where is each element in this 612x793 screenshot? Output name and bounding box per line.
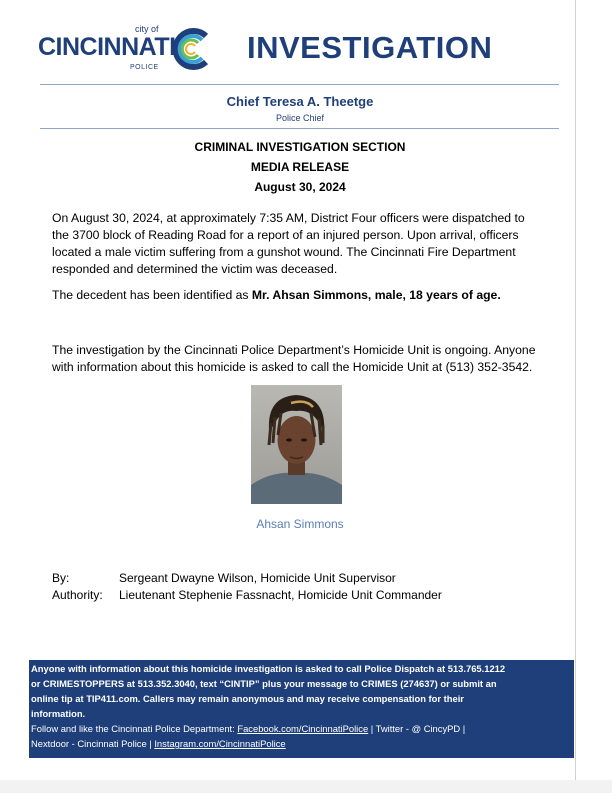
identification-lead: The decedent has been identified as: [52, 288, 252, 302]
footer-line: information.: [31, 708, 86, 719]
nextdoor-text: Nextdoor - Cincinnati Police |: [31, 738, 155, 749]
page-title: INVESTIGATION: [247, 30, 493, 65]
release-type: MEDIA RELEASE: [250, 160, 350, 174]
facebook-link[interactable]: Facebook.com/CincinnatiPolice: [237, 723, 369, 734]
chief-name: Chief Teresa A. Theetge: [226, 94, 374, 109]
footer-line: Anyone with information about this homicide investigation is asked to call Police Dispatch at 513.765.1212: [31, 663, 506, 674]
by-value: Sergeant Dwayne Wilson, Homicide Unit Supervisor: [119, 571, 396, 585]
twitter-text: | Twitter - @ CincyPD |: [368, 723, 466, 734]
victim-photo: [251, 385, 342, 504]
chief-divider: [40, 128, 559, 129]
body-line: the 3700 block of Reading Road for a report of an injured person. Upon arrival, officers: [52, 228, 519, 242]
body-line: responded and determined the victim was deceased.: [52, 262, 338, 276]
header-divider: [40, 84, 559, 85]
page-edge-bottom: [0, 780, 612, 793]
chief-title: Police Chief: [275, 113, 325, 123]
body-line: On August 30, 2024, at approximately 7:35 AM, District Four officers were dispatched to: [52, 211, 525, 225]
authority-label: Authority:: [52, 588, 103, 602]
footer-line: online tip at TIP411.com. Callers may remain anonymous and may receive compensation for their: [31, 693, 464, 704]
logo-police: POLICE: [130, 64, 159, 71]
footer-line: or CRIMESTOPPERS at 513.352.3040, text “CINTIP” plus your message to CRIMES (274637) or submit an: [31, 678, 497, 689]
follow-lead: Follow and like the Cincinnati Police Department:: [31, 723, 238, 734]
body-line: located a male victim suffering from a gunshot wound. The Cincinnati Fire Department: [52, 245, 516, 259]
body-line: with information about this homicide is asked to call the Homicide Unit at (513) 352-3542.: [52, 360, 533, 374]
social-links-line: [31, 721, 572, 736]
logo-city-of: city of: [135, 24, 159, 34]
section-heading: CRIMINAL INVESTIGATION SECTION: [194, 140, 406, 154]
victim-identity: Mr. Ahsan Simmons, male, 18 years of age.: [251, 288, 501, 302]
signature-by: [52, 570, 396, 587]
identification-paragraph: [52, 287, 572, 304]
by-label: By:: [52, 571, 70, 585]
photo-caption: Ahsan Simmons: [256, 517, 344, 531]
body-line: The investigation by the Cincinnati Police Department’s Homicide Unit is ongoing. Anyone: [52, 343, 536, 357]
social-links-line-2: [31, 736, 572, 751]
instagram-link[interactable]: Instagram.com/CincinnatiPolice: [154, 738, 286, 749]
cincinnati-c-logo-icon: [166, 24, 216, 74]
logo-wordmark: CINCINNATI: [38, 33, 176, 61]
portrait-image: [251, 385, 342, 504]
release-date: August 30, 2024: [254, 180, 346, 194]
cincinnati-police-logo: [38, 24, 218, 76]
signature-authority: [52, 587, 442, 604]
tip-info-footer: [29, 660, 574, 758]
authority-value: Lieutenant Stephenie Fassnacht, Homicide Unit Commander: [119, 588, 442, 602]
incident-paragraph: [52, 210, 572, 278]
investigation-paragraph: [52, 342, 572, 376]
